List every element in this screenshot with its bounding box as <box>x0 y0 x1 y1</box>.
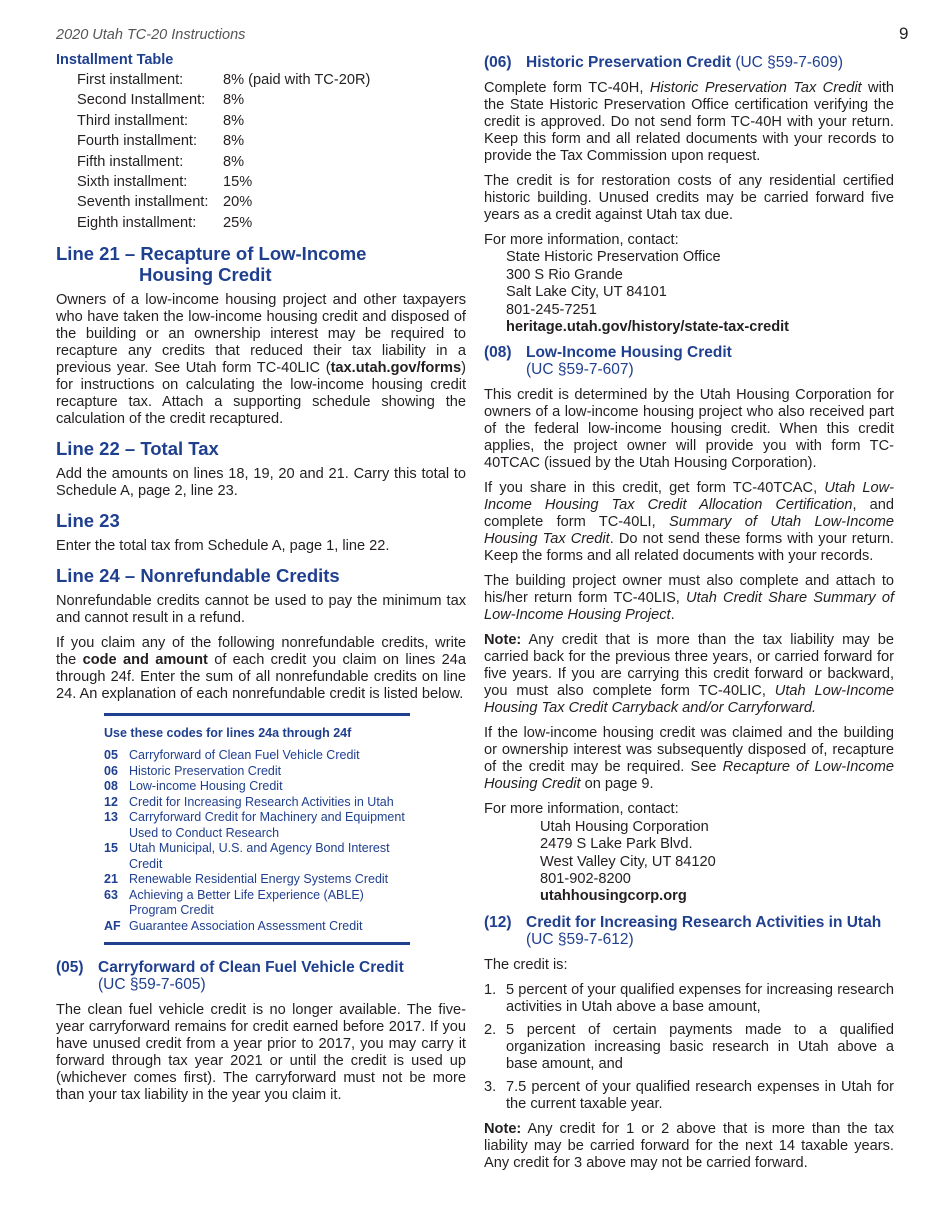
installment-table-title: Installment Table <box>56 52 174 68</box>
credit06-num: (06) <box>484 54 512 71</box>
credit08-text: If you share in this credit, get form TC-40TCAC, <box>484 480 825 497</box>
code: 05 <box>104 748 118 763</box>
credit05-ref: (UC §59-7-605) <box>98 976 206 994</box>
credit08-body3 <box>484 573 894 624</box>
credit08-body2 <box>484 480 894 565</box>
line23-heading: Line 23 <box>56 510 120 532</box>
credit08-italic: Utah Low-Income Housing Tax Credit Allocation Certification <box>484 480 895 514</box>
credit06-text-b: with the State Historic Preservation Office certification verifying the credit is approved. Do not send form TC-40H with your return. Keep this form and all related documents with your records to provide the Tax Commission upon request. <box>484 80 895 164</box>
credit12-note <box>484 1121 894 1172</box>
installment-label: Eighth installment: <box>77 214 197 231</box>
code: 08 <box>104 779 118 794</box>
list-number: 3. <box>484 1078 497 1095</box>
installment-value: 20% <box>223 194 253 211</box>
line24-body1: Nonrefundable credits cannot be used to pay the minimum tax and cannot result in a refund. <box>56 593 466 627</box>
code-row <box>104 872 410 888</box>
credit08-text: If the low-income housing credit was claimed and the building or ownership interest was subsequently disposed of, recapture of the credit may be required. See <box>484 725 894 776</box>
credit06-contact <box>484 232 894 336</box>
line21-heading <box>56 243 466 285</box>
list-number: 2. <box>484 1021 497 1038</box>
credit08-body4 <box>484 725 894 793</box>
line24-heading: Line 24 – Nonrefundable Credits <box>56 565 340 587</box>
credit08-text: The building project owner must also complete and attach to his/her return form TC-40LIS, <box>484 573 894 607</box>
line21-body <box>56 292 466 428</box>
installment-row <box>77 192 466 212</box>
list-item <box>484 982 894 1016</box>
credit05-heading <box>56 959 466 993</box>
code-row <box>104 888 410 919</box>
installment-table <box>77 70 466 233</box>
installment-row <box>77 152 466 172</box>
installment-value: 25% <box>223 214 253 231</box>
line21-heading-line2: Housing Credit <box>139 264 272 286</box>
installment-label: Third installment: <box>77 112 189 129</box>
credit05-num: (05) <box>56 959 84 977</box>
installment-value: 8% <box>223 112 245 129</box>
code: 13 <box>104 810 118 825</box>
list-text: 5 percent of your qualified expenses for increasing research activities in Utah above a base amount, <box>506 981 894 1015</box>
contact-intro: For more information, contact: <box>484 232 679 248</box>
credit08-note <box>484 632 894 717</box>
installment-row <box>77 90 466 110</box>
credit06-ref: (UC §59-7-609) <box>735 54 844 71</box>
line24-text-bold: code and amount <box>82 652 208 669</box>
code: AF <box>104 918 121 933</box>
note-text: Any credit that is more than the tax liability may be carried back for the previous three years, or carried forward for five years. If you are carrying this credit forward or backward, you must also complete form TC-40LIC, <box>484 632 894 700</box>
list-text: 7.5 percent of your qualified research expenses in Utah for the current taxable year. <box>506 1078 894 1112</box>
code-row <box>104 779 410 795</box>
contact-website-link[interactable]: utahhousingcorp.org <box>540 888 687 905</box>
contact-line: 801-902-8200 <box>540 871 631 888</box>
list-item <box>484 1022 894 1073</box>
installment-value: 8% <box>223 92 245 109</box>
codes-box-title: Use these codes for lines 24a through 24f <box>104 726 352 741</box>
contact-line: State Historic Preservation Office <box>506 249 721 266</box>
installment-value: 15% <box>223 174 253 191</box>
code-desc: Guarantee Association Assessment Credit <box>129 918 363 933</box>
credit06-body1 <box>484 80 894 165</box>
codes-box <box>104 713 410 945</box>
line23-body: Enter the total tax from Schedule A, page 1, line 22. <box>56 538 390 555</box>
contact-line: 300 S Rio Grande <box>506 266 623 283</box>
credit08-heading <box>484 344 894 378</box>
credit08-italic: Utah Credit Share Summary of Low-Income Housing Project <box>484 590 895 624</box>
code-row <box>104 919 410 935</box>
code: 12 <box>104 794 118 809</box>
code-desc: Carryforward Credit for Machinery and Equipment Used to Conduct Research <box>129 810 405 840</box>
list-item <box>484 1079 894 1113</box>
code-desc: Credit for Increasing Research Activities in Utah <box>129 794 394 809</box>
credit08-body1: This credit is determined by the Utah Housing Corporation for owners of a low-income housing project who also received part of the federal low-income housing credit. When this credit applies, the project owner will provide you with form TC-40TCAC (issued by the Utah Housing Corporation). <box>484 387 894 472</box>
line24-body2 <box>56 635 466 703</box>
code-desc: Renewable Residential Energy Systems Credit <box>129 872 389 887</box>
line22-body: Add the amounts on lines 18, 19, 20 and 21. Carry this total to Schedule A, page 2, line 23. <box>56 466 466 500</box>
credit12-title: Credit for Increasing Research Activities in Utah <box>526 913 882 931</box>
credit08-italic: Recapture of Low-Income Housing Credit <box>484 759 894 793</box>
installment-label: Seventh installment: <box>77 194 209 211</box>
code-desc: Utah Municipal, U.S. and Agency Bond Interest Credit <box>129 841 390 871</box>
contact-line: Utah Housing Corporation <box>540 818 709 835</box>
page-number: 9 <box>899 24 909 43</box>
code-row <box>104 795 410 811</box>
note-label: Note: <box>484 632 522 649</box>
credit06-text-a: Complete form TC-40H, <box>484 80 650 96</box>
credit08-contact <box>484 801 894 905</box>
line22-heading: Line 22 – Total Tax <box>56 438 219 460</box>
credit06-title: Historic Preservation Credit <box>526 54 732 71</box>
list-text: 5 percent of certain payments made to a qualified organization increasing basic research in Utah above a base amount, and <box>506 1021 894 1072</box>
code-desc: Carryforward of Clean Fuel Vehicle Credit <box>129 748 360 763</box>
credit08-title: Low-Income Housing Credit <box>526 344 732 362</box>
code-row <box>104 841 410 872</box>
installment-label: Fifth installment: <box>77 153 184 170</box>
contact-intro: For more information, contact: <box>484 801 679 818</box>
installment-row <box>77 172 466 192</box>
credit12-ref: (UC §59-7-612) <box>526 930 634 948</box>
credit06-text-italic: Historic Preservation Tax Credit <box>649 80 862 96</box>
credit08-text: . Do not send these forms with your return. Keep the forms and all related documents with your records. <box>484 531 894 565</box>
code-row <box>104 810 410 841</box>
list-number: 1. <box>484 981 497 998</box>
code-desc: Low-income Housing Credit <box>129 779 283 794</box>
code: 63 <box>104 887 118 902</box>
code: 15 <box>104 841 118 856</box>
contact-website-link[interactable]: heritage.utah.gov/history/state-tax-credit <box>506 319 790 336</box>
credit05-body: The clean fuel vehicle credit is no longer available. The five-year carryforward remains for credit earned before 2017. If you have unused credit from a year prior to 2017, you may carry it forward through tax year 2021 or until the credit is used up (whichever comes first). The carryforward must not be more than your tax liability in the year you claim it. <box>56 1002 466 1104</box>
line21-heading-line1: Line 21 – Recapture of Low-Income <box>56 243 367 265</box>
credit08-num: (08) <box>484 344 512 362</box>
credit06-heading <box>484 54 894 71</box>
contact-line: 801-245-7251 <box>506 301 597 318</box>
note-italic: Utah Low-Income Housing Tax Credit Carryback and/or Carryforward. <box>484 683 894 717</box>
contact-line: Salt Lake City, UT 84101 <box>506 284 667 301</box>
credit06-body2: The credit is for restoration costs of any residential certified historic building. Unused credits may be carried forward five years as a credit against Utah tax due. <box>484 173 894 223</box>
credit08-text: . <box>670 607 675 624</box>
contact-line: 2479 S Lake Park Blvd. <box>540 836 693 853</box>
credit08-italic: Summary of Utah Low-Income Housing Tax Credit <box>484 514 895 548</box>
code-row <box>104 764 410 780</box>
right-column <box>484 52 894 1180</box>
credit12-num: (12) <box>484 913 512 931</box>
note-label: Note: <box>484 1120 522 1137</box>
installment-value: 8% <box>223 133 245 150</box>
installment-row <box>77 131 466 151</box>
credit12-heading <box>484 914 894 948</box>
credit12-intro: The credit is: <box>484 956 568 973</box>
credit05-title: Carryforward of Clean Fuel Vehicle Credit <box>98 959 404 977</box>
installment-value: 8% <box>223 153 245 170</box>
line21-text-a: Owners of a low-income housing project and other taxpayers who have taken the low-income housing credit and disposed of the building or an ownership interest may be required to recapture any credits that reduced their tax liability in a previous year. See Utah form TC-40LIC ( <box>56 292 466 377</box>
installment-row <box>77 213 466 233</box>
code: 21 <box>104 872 118 887</box>
contact-line: West Valley City, UT 84120 <box>540 853 716 870</box>
forms-link[interactable]: tax.utah.gov/forms <box>330 360 462 377</box>
credit12-list <box>484 982 894 1113</box>
installment-label: First installment: <box>77 72 184 88</box>
note-text: Any credit for 1 or 2 above that is more than the tax liability may be carried forward for the next 14 taxable years. Any credit for 3 above may not be carried forward. <box>484 1120 894 1171</box>
installment-label: Fourth installment: <box>77 133 198 150</box>
code-row <box>104 748 410 764</box>
line21-text-b: ) for instructions on calculating the low-income housing credit recapture tax. Attach a supporting schedule showing the calculation of the credit recaptured. <box>56 360 466 428</box>
code-desc: Achieving a Better Life Experience (ABLE) Program Credit <box>129 887 364 918</box>
installment-row <box>77 70 466 90</box>
page-header: 2020 Utah TC-20 Instructions <box>56 27 246 43</box>
installment-value: 8% (paid with TC-20R) <box>223 72 371 88</box>
line24-text-b: of each credit you claim on lines 24a through 24f. Enter the sum of all nonrefundable credits on line 24. An explanation of each nonrefundable credit is listed below. <box>56 652 467 703</box>
installment-label: Sixth installment: <box>77 174 188 191</box>
credit08-text: on page 9. <box>580 776 654 793</box>
credit08-ref: (UC §59-7-607) <box>526 361 634 379</box>
code-desc: Historic Preservation Credit <box>129 763 282 778</box>
left-column <box>56 52 466 1112</box>
line24-text-a: If you claim any of the following nonrefundable credits, write the <box>56 635 466 669</box>
installment-row <box>77 111 466 131</box>
credit08-text: , and complete form TC-40LI, <box>484 497 894 531</box>
installment-label: Second Installment: <box>77 92 206 109</box>
code: 06 <box>104 763 118 778</box>
